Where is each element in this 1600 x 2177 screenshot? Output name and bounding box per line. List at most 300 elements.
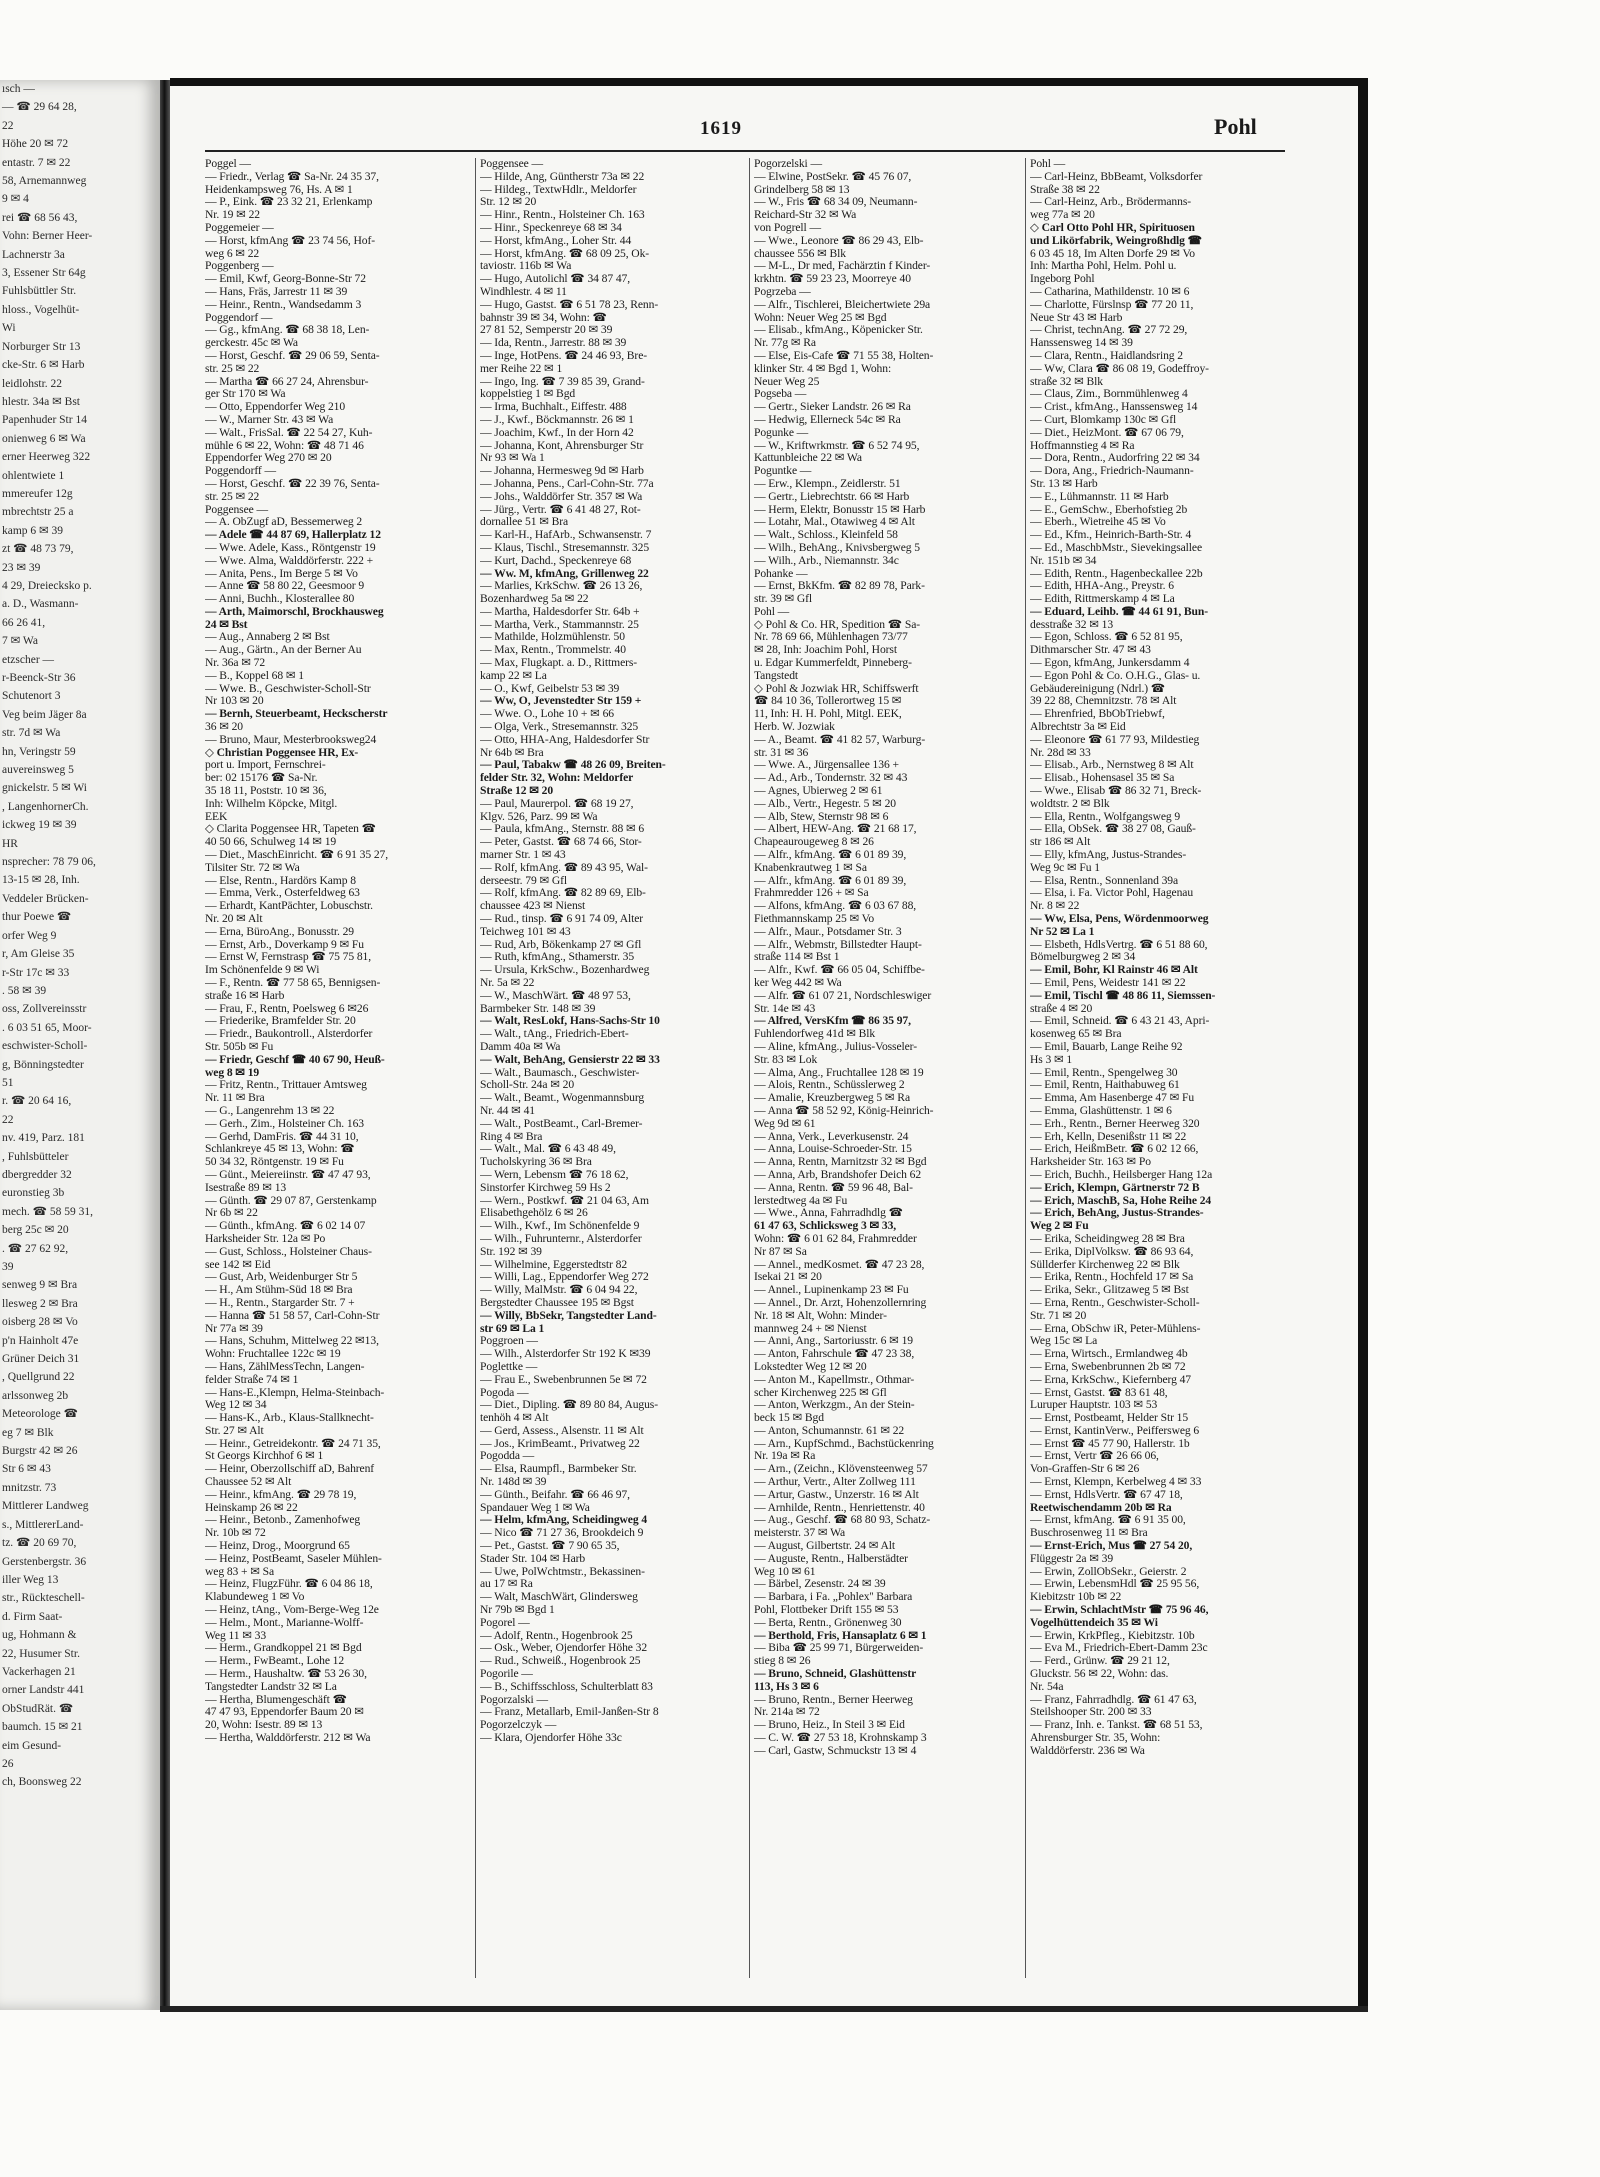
directory-entry-line: — Helm., Mont., Marianne-Wolff- [205, 1615, 364, 1629]
previous-page-line: , LangenhornerCh. [2, 800, 89, 813]
directory-entry-line: — Wwe., Anna, Fahrradhdlg ☎ [754, 1206, 904, 1220]
directory-entry-line: — Gertr., Liebrechtstr. 66 ✉ Harb [754, 489, 910, 503]
directory-entry-line: — Elsbeth, HdlsVertrg. ☎ 6 51 88 60, [1030, 937, 1208, 951]
directory-entry-line: Klabundeweg 1 ✉ Vo [205, 1590, 305, 1604]
previous-page-line: Lachnerstr 3a [2, 248, 65, 261]
directory-entry-line: Isestraße 89 ✉ 13 [205, 1180, 287, 1194]
directory-entry-line: — Friedr., Baukontroll., Alsterdorfer [205, 1027, 373, 1041]
directory-entry-line: — Wwe. A., Jürgensallee 136 + [754, 758, 899, 772]
directory-entry-line: — Paul, Tabakw ☎ 48 26 09, Breiten- [480, 758, 666, 772]
previous-page-line: , Quellgrund 22 [2, 1371, 75, 1384]
directory-entry-line: — Fritz, Rentn., Trittauer Amtsweg [205, 1078, 367, 1092]
directory-entry-line: — Anna, Rentn. ☎ 59 96 48, Bal- [754, 1180, 913, 1194]
page-right-edge [1358, 78, 1368, 2010]
directory-entry-line: Harksheider Str. 12a ✉ Po [205, 1231, 326, 1245]
directory-entry-line: — Anton, Werkzgm., An der Stein- [754, 1398, 915, 1412]
previous-page-line: . 6 03 51 65, Moor- [2, 1021, 92, 1034]
directory-entry-line: lerstedtweg 4a ✉ Fu [754, 1193, 848, 1207]
previous-page-line: r, Am Gleise 35 [2, 948, 75, 961]
directory-entry-line: Pogoda — [480, 1385, 529, 1399]
directory-entry-line: Nr. 19 ✉ 22 [205, 208, 260, 222]
directory-entry-line: Nr. 148d ✉ 39 [480, 1475, 547, 1489]
directory-entry-line: Nr. 36a ✉ 72 [205, 656, 266, 670]
directory-entry-line: Steilshooper Str. 200 ✉ 33 [1030, 1705, 1152, 1719]
previous-page-line: eim Gesund- [2, 1739, 62, 1752]
directory-entry-line: Reichard-Str 32 ✉ Wa [754, 208, 857, 222]
directory-entry-line: Pogunke — [754, 425, 809, 439]
previous-page-edge [0, 80, 160, 2010]
directory-entry-line: Isekai 21 ✉ 20 [754, 1270, 822, 1284]
directory-entry-line: 47 47 93, Eppendorfer Baum 20 ✉ [205, 1705, 364, 1719]
directory-entry-line: — Frau, F., Rentn, Poelsweg 6 ✉26 [205, 1001, 369, 1015]
previous-page-line: Wi [2, 322, 16, 335]
directory-entry-line: stieg 8 ✉ 26 [754, 1654, 811, 1668]
directory-entry-line: str. 25 ✉ 22 [205, 489, 260, 503]
previous-page-line: ickweg 19 ✉ 39 [2, 819, 77, 832]
directory-entry-line: — Ed., Kfm., Heinrich-Barth-Str. 4 [1030, 528, 1192, 542]
directory-entry-line: — Emil, Rentn., Spengelweg 30 [1030, 1065, 1178, 1079]
directory-entry-line: Schlankreye 45 ✉ 13, Wohn: ☎ [205, 1142, 355, 1156]
previous-page-line: HR [2, 837, 18, 850]
directory-entry-line: Weg 12 ✉ 34 [205, 1398, 267, 1412]
directory-entry-line: — W., Kriftwrkmstr. ☎ 6 52 74 95, [754, 438, 920, 452]
directory-entry-line: weg 6 ✉ 22 [205, 246, 260, 260]
directory-entry-line: Str. 14e ✉ 43 [754, 1001, 816, 1015]
directory-entry-line: — Erwin, SchlachtMstr ☎ 75 96 46, [1030, 1603, 1209, 1617]
directory-entry-line: — Adele ☎ 44 87 69, Hallerplatz 12 [205, 528, 381, 542]
directory-entry-line: str. 25 ✉ 22 [205, 361, 260, 375]
directory-entry-line: — Marlies, KrkSchw. ☎ 26 13 26, [480, 579, 643, 593]
previous-page-line: 66 26 41, [2, 616, 46, 629]
previous-page-line: Schutenort 3 [2, 690, 61, 703]
directory-entry-line: — Hans-K., Arb., Klaus-Stallknecht- [205, 1411, 374, 1425]
directory-entry-line: — Erhardt, KantPächter, Lobuschstr. [205, 899, 373, 913]
directory-entry-line: — W., MaschWärt. ☎ 48 97 53, [480, 988, 631, 1002]
directory-entry-line: — Walt, BehAng, Gensierstr 22 ✉ 33 [480, 1052, 660, 1066]
directory-entry-line: port u. Import, Fernschrei- [205, 758, 326, 772]
directory-entry-line: — Max, Rentn., Trommelstr. 40 [480, 643, 626, 657]
previous-page-line: 51 [2, 1076, 14, 1089]
previous-page-line: Gerstenbergstr. 36 [2, 1555, 87, 1568]
directory-entry-line: — Inge, HotPens. ☎ 24 46 93, Bre- [480, 348, 647, 362]
directory-entry-line: — Wilh., Kwf., Im Schönenfelde 9 [480, 1219, 640, 1233]
directory-entry-line: — Curt, Blomkamp 130c ✉ Gfl [1030, 412, 1177, 426]
directory-entry-line: — Emma, Verk., Osterfeldweg 63 [205, 886, 360, 900]
previous-page-line: etzscher — [2, 653, 55, 666]
directory-entry-line: meisterstr. 37 ✉ Wa [754, 1526, 846, 1540]
directory-entry-line: — Anita, Pens., Im Berge 5 ✉ Vo [205, 566, 358, 580]
directory-entry-line: — Wilhelmine, Eggerstedtstr 82 [480, 1257, 628, 1271]
directory-entry-line: — Arth, Maimorschl, Brockhausweg [205, 604, 384, 618]
directory-entry-line: Nr. 77g ✉ Ra [754, 336, 816, 350]
directory-entry-line: Pogorile — [480, 1667, 533, 1681]
column-divider [749, 158, 750, 1978]
directory-entry-line: — Walt., FrisSal. ☎ 22 54 27, Kuh- [205, 425, 373, 439]
directory-entry-line: — Wern., Postkwf. ☎ 21 04 63, Am [480, 1193, 649, 1207]
previous-page-line: Veddeler Brücken- [2, 892, 89, 905]
directory-entry-line: — Walt., Beamt., Wogenmannsburg [480, 1091, 645, 1105]
directory-entry-line: — Walt., PostBeamt., Carl-Bremer- [480, 1116, 643, 1130]
previous-page-line: cke-Str. 6 ✉ Harb [2, 359, 85, 372]
directory-entry-line: — Alfr., kfmAng. ☎ 6 01 89 39, [754, 873, 907, 887]
directory-entry-line: — Anton, Schumannstr. 61 ✉ 22 [754, 1423, 905, 1437]
previous-page-line: oisberg 28 ✉ Vo [2, 1316, 78, 1329]
directory-entry-line: — Bernh, Steuerbeamt, Heckscherstr [205, 707, 388, 721]
directory-entry-line: — Gust, Arb, Weidenburger Str 5 [205, 1270, 358, 1284]
previous-page-line: r. ☎ 20 64 16, [2, 1095, 72, 1108]
directory-entry-line: — Elisab., Arb., Nernstweg 8 ✉ Alt [1030, 758, 1194, 772]
directory-entry-line: von Pogrell — [754, 220, 821, 234]
directory-entry-line: Weg 2 ✉ Fu [1030, 1219, 1089, 1233]
directory-entry-line: — Erwin, ZollObSekr., Geierstr. 2 [1030, 1564, 1187, 1578]
previous-page-line: Vohn: Berner Heer- [2, 230, 93, 243]
previous-page-line: Fuhlsbüttler Str. [2, 285, 77, 298]
directory-entry-line: — Wwe. B., Geschwister-Scholl-Str [205, 681, 371, 695]
previous-page-line: thur Poewe ☎ [2, 911, 72, 924]
directory-entry-line: — F., Rentn. ☎ 77 58 65, Bennigsen- [205, 976, 381, 989]
directory-entry-line: Pogorzalski — [480, 1692, 548, 1706]
directory-entry-line: — Edith, Rentn., Hagenbeckallee 22b [1030, 566, 1203, 580]
directory-entry-line: — Edith, HHA-Ang., Preystr. 6 [1030, 579, 1174, 593]
directory-entry-line: — Anni, Buchh., Klosterallee 80 [205, 592, 355, 606]
directory-entry-line: u. Edgar Kummerfeldt, Pinneberg- [754, 656, 912, 670]
directory-entry-line: Bozenhardweg 5a ✉ 22 [480, 592, 589, 606]
directory-entry-line: — Gust, Schloss., Holsteiner Chaus- [205, 1244, 372, 1258]
directory-entry-line: — Else, Eis-Cafe ☎ 71 55 38, Holten- [754, 348, 934, 362]
column-divider [1025, 158, 1026, 1978]
directory-entry-line: — Clara, Rentn., Haidlandsring 2 [1030, 348, 1183, 362]
directory-entry-line: — Klara, Ojendorfer Höhe 33c [480, 1731, 622, 1745]
directory-entry-line: Poggendorf — [205, 310, 273, 324]
previous-page-line: 3, Essener Str 64g [2, 267, 86, 280]
directory-entry-line: — Erna, Rentn., Geschwister-Scholl- [1030, 1295, 1200, 1309]
directory-entry-line: Nr 6b ✉ 22 [205, 1206, 258, 1220]
directory-entry-line: — Martha, Haldesdorfer Str. 64b + [480, 604, 640, 618]
directory-entry-line: krkhtn. ☎ 59 23 23, Moorreye 40 [754, 272, 911, 286]
directory-entry-line: Gluckstr. 56 ✉ 22, Wohn: das. [1030, 1667, 1169, 1681]
directory-entry-line: — Erich, Klempn, Gärtnerstr 72 B [1030, 1180, 1200, 1194]
directory-entry-line: — Nico ☎ 71 27 36, Brookdeich 9 [480, 1526, 644, 1540]
directory-entry-line: — Ferd., Grünw. ☎ 29 21 12, [1030, 1654, 1170, 1668]
directory-entry-line: — Helm, kfmAng, Scheidingweg 4 [480, 1513, 648, 1527]
previous-page-line: 26 [2, 1757, 14, 1770]
directory-entry-line: — Peter, Gastst. ☎ 68 74 66, Stor- [480, 835, 642, 849]
directory-entry-line: — Heinr., Rentn., Wandsedamm 3 [205, 297, 362, 311]
directory-entry-line: Chapeaurougeweg 8 ✉ 26 [754, 835, 874, 849]
directory-entry-line: — Erna, KrkSchw., Kiefernberg 47 [1030, 1372, 1191, 1386]
directory-entry-line: kosenweg 65 ✉ Bra [1030, 1027, 1122, 1041]
directory-entry-line: — Hugo, Autolichl ☎ 34 87 47, [480, 272, 631, 286]
directory-entry-line: — Wilh., Alsterdorfer Str 192 K ✉39 [480, 1347, 651, 1361]
directory-entry-line: 27 81 52, Semperstr 20 ✉ 39 [480, 323, 613, 337]
directory-entry-line: Nr. 5a ✉ 22 [480, 976, 535, 989]
previous-page-line: 58, Arnemannweg [2, 175, 87, 188]
directory-entry-line: — Arnhilde, Rentn., Henriettenstr. 40 [754, 1500, 925, 1514]
directory-entry-line: straße 114 ✉ Bst 1 [754, 950, 840, 964]
previous-page-line: euronstieg 3b [2, 1187, 65, 1200]
directory-entry-line: Weg 9d ✉ 61 [754, 1116, 816, 1130]
directory-entry-line: Weg 11 ✉ 33 [205, 1628, 267, 1642]
directory-entry-line: — Wern, Lebensm ☎ 76 18 62, [480, 1167, 629, 1181]
directory-entry-line: — B., Koppel 68 ✉ 1 [205, 668, 304, 682]
directory-entry-line: — Ehrenfried, BbObTriebwf, [1030, 707, 1165, 721]
directory-entry-line: — Anna, Verk., Leverkusenstr. 24 [754, 1129, 909, 1143]
previous-page-line: a. D., Wasmann- [2, 598, 79, 611]
directory-entry-line: — Ww. M, kfmAng, Grillenweg 22 [480, 566, 649, 580]
directory-entry-line: Poggensee — [480, 158, 543, 170]
directory-entry-line: — Uwe, PolWchtmstr., Bekassinen- [480, 1564, 645, 1578]
directory-entry-line: Nr 93 ✉ Wa 1 [480, 451, 545, 465]
previous-page-line: str. 7d ✉ Wa [2, 727, 61, 740]
directory-entry-line: dornallee 51 ✉ Bra [480, 515, 569, 529]
directory-entry-line: Albrechtstr 3a ✉ Eid [1030, 720, 1126, 734]
previous-page-line: , Fuhlsbütteler [2, 1150, 69, 1163]
directory-entry-line: — Erh., Rentn., Berner Heerweg 320 [1030, 1116, 1200, 1130]
directory-entry-line: — Elisab., kfmAng., Köpenicker Str. [754, 323, 923, 337]
directory-entry-line: Flüggestr 2a ✉ 39 [1030, 1551, 1114, 1565]
directory-entry-line: — Rolf, kfmAng. ☎ 89 43 95, Wal- [480, 860, 648, 874]
previous-page-line: Meteorologe ☎ [2, 1408, 78, 1421]
directory-entry-line: — Ella, ObSek. ☎ 38 27 08, Gauß- [1030, 822, 1196, 836]
previous-page-line: Vackerhagen 21 [2, 1665, 76, 1678]
previous-page-line: tz. ☎ 20 69 70, [2, 1537, 77, 1550]
previous-page-line: . ☎ 27 62 92, [2, 1242, 69, 1255]
directory-entry-line: — Wwe., Elisab ☎ 86 32 71, Breck- [1030, 784, 1202, 798]
directory-entry-line: — Osk., Weber, Ojendorfer Höhe 32 [480, 1641, 648, 1655]
directory-entry-line: — Erika, DiplVolksw. ☎ 86 93 64, [1030, 1244, 1194, 1258]
directory-entry-line: Hoffmannstieg 4 ✉ Ra [1030, 438, 1135, 452]
directory-entry-line: 39 22 88, Chemnitzstr. 78 ✉ Alt [1030, 694, 1177, 708]
directory-entry-line: — Erich, BehAng, Justus-Strandes- [1030, 1206, 1204, 1220]
directory-entry-line: — Agnes, Ubierweg 2 ✉ 61 [754, 784, 883, 798]
directory-entry-line: Buschrosenweg 11 ✉ Bra [1030, 1526, 1148, 1540]
directory-entry-line: Nr 52 ✉ La 1 [1030, 924, 1095, 938]
directory-entry-line: Str. 505b ✉ Fu [205, 1039, 274, 1053]
directory-entry-line: — Ww, Clara ☎ 86 08 19, Godeffroy- [1030, 361, 1209, 375]
directory-entry-line: — Wwe. Adele, Kass., Röntgenstr 19 [205, 540, 376, 554]
directory-entry-line: — Rolf, kfmAng. ☎ 82 89 69, Elb- [480, 886, 646, 900]
directory-entry-line: — Walt., Schloss., Kleinfeld 58 [754, 528, 898, 542]
directory-entry-line: — Elsa, Raumpfl., Barmbeker Str. [480, 1462, 637, 1476]
directory-entry-line: — Crist., kfmAng., Hanssensweg 14 [1030, 400, 1198, 414]
directory-entry-line: — Rud., Schweiß., Hogenbrook 25 [480, 1654, 641, 1668]
directory-entry-line: — Amalie, Kreuzbergweg 5 ✉ Ra [754, 1091, 910, 1105]
directory-entry-line: — Barbara, i Fa. „Pohlex'' Barbara [754, 1590, 913, 1604]
directory-entry-line: Str. 12 ✉ 20 [480, 195, 537, 209]
directory-entry-line: Nr. 10b ✉ 72 [205, 1526, 266, 1540]
previous-page-line: auvereinsweg 5 [2, 764, 74, 777]
directory-entry-line: — Claus, Zim., Bornmühlenweg 4 [1030, 387, 1188, 401]
directory-entry-line: Lokstedter Weg 12 ✉ 20 [754, 1359, 867, 1373]
directory-entry-line: — Heinr, Oberzollschiff aD, Bahrenf [205, 1462, 375, 1476]
directory-entry-line: Nr. 18 ✉ Alt, Wohn: Minder- [754, 1308, 887, 1322]
previous-page-line: r-Str 17c ✉ 33 [2, 966, 70, 979]
directory-entry-line: ◇ Clarita Poggensee HR, Tapeten ☎ [205, 822, 377, 836]
directory-entry-line: — Wilh., Fuhrunternr., Alsterdorfer [480, 1231, 642, 1245]
previous-page-line: eg 7 ✉ Blk [2, 1426, 54, 1439]
directory-entry-line: Bömelburgweg 2 ✉ 34 [1030, 950, 1136, 964]
directory-entry-line: — Martha, Verk., Stammannstr. 25 [480, 617, 639, 631]
directory-entry-line: — Erw., Klempn., Zeidlerstr. 51 [754, 476, 901, 490]
directory-entry-line: str. 39 ✉ Gfl [754, 592, 813, 606]
directory-entry-line: — Elwine, PostSekr. ☎ 45 76 07, [754, 169, 912, 183]
directory-entry-line: Klgv. 526, Parz. 99 ✉ Wa [480, 809, 598, 823]
directory-entry-line: — Berthold, Fris, Hansaplatz 6 ✉ 1 [754, 1628, 927, 1642]
directory-column-2 [480, 158, 746, 1998]
directory-entry-line: — A., Beamt. ☎ 41 82 57, Warburg- [754, 732, 926, 746]
directory-entry-line: — Alfons, kfmAng. ☎ 6 03 67 88, [754, 899, 917, 913]
directory-entry-line: Ring 4 ✉ Bra [480, 1129, 543, 1143]
directory-entry-line: — Alma, Ang., Fruchtallee 128 ✉ 19 [754, 1065, 924, 1079]
previous-page-line: g, Bönningstedter [2, 1058, 84, 1071]
directory-entry-line: Eppendorfer Weg 270 ✉ 20 [205, 451, 332, 465]
directory-entry-line: — Walt, MaschWärt, Glindersweg [480, 1590, 638, 1604]
directory-entry-line: straße 4 ✉ 20 [1030, 1001, 1093, 1015]
directory-entry-line: Nr 64b ✉ Bra [480, 745, 544, 759]
directory-entry-line: — Ernst, Vertr ☎ 26 66 06, [1030, 1449, 1159, 1463]
directory-entry-line: Nr. 20 ✉ Alt [205, 912, 263, 926]
running-header: Pohl [1214, 114, 1257, 139]
directory-entry-line: — Gg., kfmAng. ☎ 68 38 18, Len- [205, 323, 370, 337]
page-number: 1619 [700, 118, 742, 139]
directory-entry-line: — Anton M., Kapellmstr., Othmar- [754, 1372, 915, 1386]
previous-page-line: onienweg 6 ✉ Wa [2, 432, 86, 445]
directory-entry-line: — Annel., Dr. Arzt, Hohenzollernring [754, 1295, 927, 1309]
directory-entry-line: Fuhlendorfweg 41d ✉ Blk [754, 1027, 876, 1041]
directory-entry-line: Tangstedt [754, 668, 799, 682]
directory-entry-line: — Arthur, Vertr., Alter Zollweg 111 [754, 1475, 916, 1489]
previous-page-line: Burgstr 42 ✉ 26 [2, 1445, 78, 1458]
directory-entry-line: — Dora, Ang., Friedrich-Naumann- [1030, 464, 1194, 478]
book-gutter [160, 80, 170, 2010]
directory-entry-line: Weg 15c ✉ La [1030, 1334, 1098, 1348]
directory-entry-line: Tucholskyring 36 ✉ Bra [480, 1155, 592, 1169]
directory-entry-line: koppelstieg 1 ✉ Bgd [480, 387, 576, 401]
directory-entry-line: weg 8 ✉ 19 [205, 1065, 260, 1079]
directory-entry-line: see 142 ✉ Eid [205, 1257, 271, 1271]
directory-entry-line: Nr. 54a [1030, 1679, 1064, 1693]
directory-entry-line: — Auguste, Rentn., Halberstädter [754, 1551, 908, 1565]
directory-entry-line: — Elisab., Hohensasel 35 ✉ Sa [1030, 771, 1175, 785]
directory-entry-line: Tangstedter Landstr 32 ✉ La [205, 1679, 337, 1693]
directory-entry-line: Nr 87 ✉ Sa [754, 1244, 807, 1258]
previous-page-line: mmereufer 12g [2, 487, 73, 500]
directory-entry-line: — Egon Pohl & Co. O.H.G., Glas- u. [1030, 668, 1201, 682]
directory-entry-line: — Jürg., Vertr. ☎ 6 41 48 27, Rot- [480, 502, 641, 516]
directory-entry-line: Pogorzelczyk — [480, 1718, 557, 1732]
directory-entry-line: — Aug., Annaberg 2 ✉ Bst [205, 630, 330, 644]
previous-page-line: Norburger Str 13 [2, 340, 81, 353]
directory-entry-line: — Emil, Bauarb, Lange Reihe 92 [1030, 1039, 1183, 1053]
directory-entry-line: 36 ✉ 20 [205, 720, 243, 734]
directory-entry-line: Str. 13 ✉ Harb [1030, 476, 1098, 490]
directory-entry-line: — Gerhd, DamFris. ☎ 44 31 10, [205, 1129, 359, 1143]
directory-entry-line: Nr. 28d ✉ 33 [1030, 745, 1091, 759]
directory-entry-line: — Erich, MaschB, Sa, Hohe Reihe 24 [1030, 1193, 1212, 1207]
directory-entry-line: — Willy, MalMstr. ☎ 6 04 94 22, [480, 1283, 638, 1297]
directory-entry-line: Stader Str. 104 ✉ Harb [480, 1551, 586, 1565]
directory-entry-line: — P., Eink. ☎ 23 32 21, Erlenkamp [205, 195, 373, 209]
directory-entry-line: 113, Hs 3 ✉ 6 [754, 1679, 819, 1693]
directory-entry-line: — Ernst, Gastst. ☎ 83 61 48, [1030, 1385, 1168, 1399]
previous-page-line: — ☎ 29 64 28, [2, 101, 77, 114]
directory-entry-line: — Otto, HHA-Ang, Haldesdorfer Str [480, 732, 650, 746]
directory-entry-line: — Heinr., Betonb., Zamenhofweg [205, 1513, 361, 1527]
directory-entry-line: — Alfr., kfmAng. ☎ 6 01 89 39, [754, 848, 907, 862]
directory-entry-line: — Walt, ResLokf, Hans-Sachs-Str 10 [480, 1014, 660, 1028]
directory-entry-line: Neuer Weg 25 [754, 374, 820, 388]
previous-page-line: orfer Weg 9 [2, 929, 57, 942]
directory-entry-line: — Erich, Buchh., Heilsberger Hang 12a [1030, 1167, 1213, 1181]
directory-entry-line: — Erna, Wirtsch., Ermlandweg 4b [1030, 1347, 1188, 1361]
previous-page-line: hn, Veringstr 59 [2, 745, 76, 758]
directory-entry-line: — Ww, Elsa, Pens, Wördenmoorweg [1030, 912, 1209, 926]
directory-entry-line: — Horst, Geschf. ☎ 22 39 76, Senta- [205, 476, 380, 490]
directory-entry-line: — Berta, Rentn., Grönenweg 30 [754, 1615, 902, 1629]
directory-entry-line: EEK [205, 809, 228, 823]
directory-entry-line: — Elsa, i. Fa. Victor Pohl, Hagenau [1030, 886, 1194, 900]
directory-entry-line: — Mathilde, Holzmühlenstr. 50 [480, 630, 625, 644]
previous-page-line: Str 6 ✉ 43 [2, 1463, 51, 1476]
directory-entry-line: — Karl-H., HafArb., Schwansenstr. 7 [480, 528, 652, 542]
directory-entry-line: — Herm., FwBeamt., Lohe 12 [205, 1654, 345, 1668]
directory-entry-line: — Aline, kfmAng., Julius-Vosseler- [754, 1039, 917, 1053]
previous-page-line: nsprecher: 78 79 06, [2, 856, 96, 869]
directory-entry-line: — Erika, Scheidingweg 28 ✉ Bra [1030, 1231, 1185, 1245]
directory-entry-line: — Elsa, Rentn., Sonnenland 39a [1030, 873, 1179, 887]
directory-entry-line: ◇ Pohl & Co. HR, Spedition ☎ Sa- [754, 617, 921, 631]
directory-entry-line: — Otto, Eppendorfer Weg 210 [205, 400, 346, 414]
directory-entry-line: — Alfr. ☎ 61 07 21, Nordschleswiger [754, 988, 932, 1002]
directory-entry-line: — Else, Rentn., Hardörs Kamp 8 [205, 873, 356, 887]
previous-page-line: str., Rückteschell- [2, 1592, 85, 1605]
directory-entry-line: Wohn: Fruchtallee 122c ✉ 19 [205, 1347, 341, 1361]
directory-entry-line: — Ella, Rentn., Wolfgangsweg 9 [1030, 809, 1181, 823]
directory-entry-line: — Paula, kfmAng., Sternstr. 88 ✉ 6 [480, 822, 645, 836]
directory-entry-line: — Alfr., Maur., Potsdamer Str. 3 [754, 924, 902, 938]
directory-entry-line: — Franz, Metallarb, Emil-Janßen-Str 8 [480, 1705, 659, 1719]
directory-entry-line: — Carl-Heinz, BbBeamt, Volksdorfer [1030, 169, 1203, 183]
directory-entry-line: — Ernst, Arb., Doverkamp 9 ✉ Fu [205, 937, 364, 951]
directory-entry-line: — Rud, Arb, Bökenkamp 27 ✉ Gfl [480, 937, 642, 951]
directory-entry-line: — Franz, Inh. e. Tankst. ☎ 68 51 53, [1030, 1718, 1203, 1732]
directory-entry-line: straße 16 ✉ Harb [205, 988, 285, 1002]
directory-entry-line: St Georgs Kirchhof 6 ✉ 1 [205, 1449, 324, 1463]
directory-entry-line: — Erwin, LebensmHdl ☎ 25 95 56, [1030, 1577, 1200, 1591]
directory-entry-line: Poggendorff — [205, 464, 276, 478]
directory-entry-line: — Anna, Rentn, Marnitzstr 32 ✉ Bgd [754, 1155, 927, 1169]
directory-entry-line: Pogorel — [480, 1615, 530, 1629]
directory-entry-line: — Wwe., Leonore ☎ 86 29 43, Elb- [754, 233, 924, 247]
directory-entry-line: Von-Graffen-Str 6 ✉ 26 [1030, 1462, 1140, 1476]
directory-entry-line: — C. W. ☎ 27 53 18, Krohnskamp 3 [754, 1731, 927, 1745]
directory-entry-line: — Alb., Vertr., Hegestr. 5 ✉ 20 [754, 796, 896, 810]
directory-entry-line: — Walt., tAng., Friedrich-Ebert- [480, 1027, 629, 1041]
directory-entry-line: Sinstorfer Kirchweg 59 Hs 2 [480, 1180, 611, 1194]
directory-entry-line: — Bruno, Maur, Mesterbrooksweg24 [205, 732, 377, 746]
directory-entry-line: Frahmredder 126 + ✉ Sa [754, 886, 869, 900]
directory-entry-line: — Emil, Schneid. ☎ 6 43 21 43, Apri- [1030, 1014, 1210, 1028]
directory-entry-line: — A. ObZugf aD, Bessemerweg 2 [205, 515, 363, 529]
directory-entry-line: — Anna, Louise-Schroeder-Str. 15 [754, 1142, 912, 1156]
directory-entry-line: — Annel., medKosmet. ☎ 47 23 28, [754, 1257, 925, 1271]
previous-page-line: s., MittlererLand- [2, 1518, 84, 1531]
directory-entry-line: — Herm., Grandkoppel 21 ✉ Bgd [205, 1641, 362, 1655]
directory-column-4 [1030, 158, 1296, 1998]
directory-entry-line: Straße 38 ✉ 22 [1030, 182, 1100, 196]
directory-entry-line: woldtstr. 2 ✉ Blk [1030, 796, 1110, 810]
directory-entry-line: — Erwin, KrkPfleg., Kiebitzstr. 10b [1030, 1628, 1195, 1642]
